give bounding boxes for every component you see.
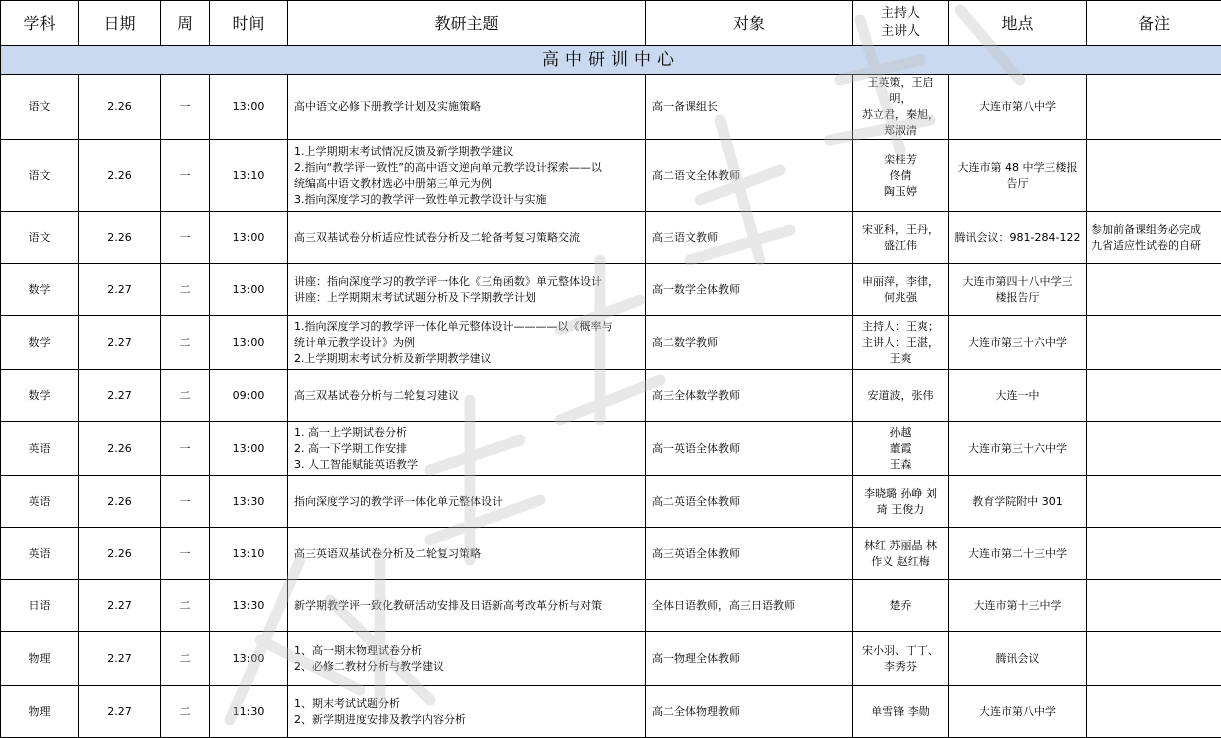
cell-host-line: 王爽 xyxy=(857,351,944,367)
cell-note xyxy=(1087,528,1221,580)
cell-weekday: 二 xyxy=(161,580,210,632)
cell-host xyxy=(853,140,949,212)
cell-host-line: 孙越 xyxy=(857,425,944,441)
cell-subject: 数学 xyxy=(1,370,79,422)
cell-subject: 数学 xyxy=(1,316,79,370)
cell-topic-line: 新学期教学评一致化教研活动安排及日语新高考改革分析与对策 xyxy=(294,598,641,614)
header-target: 对象 xyxy=(646,1,853,46)
cell-location xyxy=(949,632,1087,686)
cell-target: 高二英语全体教师 xyxy=(646,476,853,528)
cell-topic xyxy=(288,212,646,264)
cell-location xyxy=(949,528,1087,580)
cell-location xyxy=(949,212,1087,264)
cell-topic xyxy=(288,370,646,422)
cell-topic-line: 2、必修二教材分析与教学建议 xyxy=(294,659,641,675)
cell-weekday: 二 xyxy=(161,316,210,370)
cell-weekday: 二 xyxy=(161,264,210,316)
cell-date: 2.27 xyxy=(79,580,161,632)
cell-topic-line: 2、新学期进度安排及教学内容分析 xyxy=(294,712,641,728)
cell-subject: 物理 xyxy=(1,686,79,738)
table-row xyxy=(1,316,1221,370)
cell-host-line: 宋亚科，王丹， xyxy=(857,222,944,238)
cell-topic xyxy=(288,75,646,140)
cell-subject: 英语 xyxy=(1,422,79,476)
cell-host-line: 楚乔 xyxy=(857,598,944,614)
cell-host xyxy=(853,264,949,316)
cell-subject: 英语 xyxy=(1,476,79,528)
cell-topic-line: 讲座：上学期期末考试试题分析及下学期教学计划 xyxy=(294,290,641,306)
cell-location-line: 大连市第 48 中学三楼报 xyxy=(953,160,1082,176)
cell-time: 13:00 xyxy=(210,264,288,316)
table-row xyxy=(1,580,1221,632)
cell-time: 13:10 xyxy=(210,528,288,580)
cell-date: 2.27 xyxy=(79,316,161,370)
cell-time: 13:00 xyxy=(210,316,288,370)
cell-host-line: 主讲人：王湛， xyxy=(857,335,944,351)
cell-target: 高一备课组长 xyxy=(646,75,853,140)
cell-note xyxy=(1087,476,1221,528)
cell-location-line: 大连市第八中学 xyxy=(953,99,1082,115)
cell-topic-line: 2.指向“教学评一致性”的高中语文逆向单元教学设计探索——以 xyxy=(294,160,641,176)
header-location: 地点 xyxy=(949,1,1087,46)
cell-time: 13:00 xyxy=(210,212,288,264)
cell-note xyxy=(1087,686,1221,738)
cell-date: 2.27 xyxy=(79,370,161,422)
cell-target: 高二数学教师 xyxy=(646,316,853,370)
header-weekday: 周 xyxy=(161,1,210,46)
cell-time: 13:10 xyxy=(210,140,288,212)
cell-topic xyxy=(288,632,646,686)
cell-topic-line: 指向深度学习的教学评一体化单元整体设计 xyxy=(294,494,641,510)
cell-topic-line: 3. 人工智能赋能英语教学 xyxy=(294,457,641,473)
cell-topic-line: 统计单元教学设计》为例 xyxy=(294,335,641,351)
cell-location xyxy=(949,316,1087,370)
cell-host xyxy=(853,212,949,264)
cell-target: 高一英语全体教师 xyxy=(646,422,853,476)
cell-location-line: 大连市第八中学 xyxy=(953,704,1082,720)
cell-weekday: 一 xyxy=(161,476,210,528)
cell-host-line: 安道波，张伟 xyxy=(857,388,944,404)
cell-topic-line: 3.指向深度学习的教学评一致性单元教学设计与实施 xyxy=(294,192,641,208)
cell-subject: 物理 xyxy=(1,632,79,686)
cell-weekday: 二 xyxy=(161,370,210,422)
cell-note xyxy=(1087,140,1221,212)
cell-subject: 语文 xyxy=(1,212,79,264)
cell-subject: 英语 xyxy=(1,528,79,580)
cell-weekday: 一 xyxy=(161,212,210,264)
header-subject: 学科 xyxy=(1,1,79,46)
header-host-line: 主讲人 xyxy=(857,23,944,41)
table-row xyxy=(1,212,1221,264)
section-row xyxy=(1,46,1221,75)
cell-topic-line: 讲座：指向深度学习的教学评一体化《三角函数》单元整体设计 xyxy=(294,274,641,290)
cell-time: 09:00 xyxy=(210,370,288,422)
cell-host xyxy=(853,686,949,738)
cell-note xyxy=(1087,316,1221,370)
cell-location-line: 大连市第十三中学 xyxy=(953,598,1082,614)
cell-host-line: 单雪锋 李勋 xyxy=(857,704,944,720)
cell-target: 高三全体数学教师 xyxy=(646,370,853,422)
cell-host-line: 作义 赵红梅 xyxy=(857,554,944,570)
cell-location-line: 大连一中 xyxy=(953,388,1082,404)
cell-host-line: 李秀芬 xyxy=(857,659,944,675)
cell-topic-line: 1.指向深度学习的教学评一体化单元整体设计————以《概率与 xyxy=(294,319,641,335)
cell-note xyxy=(1087,370,1221,422)
table-row xyxy=(1,140,1221,212)
table-row xyxy=(1,264,1221,316)
cell-location-line: 教育学院附中 301 xyxy=(953,494,1082,510)
cell-host-line: 宋小羽、丁丁、 xyxy=(857,643,944,659)
cell-topic-line: 1.上学期期末考试情况反馈及新学期教学建议 xyxy=(294,144,641,160)
cell-location-line: 大连市第二十三中学 xyxy=(953,546,1082,562)
cell-location xyxy=(949,476,1087,528)
table-row xyxy=(1,528,1221,580)
table-row xyxy=(1,75,1221,140)
cell-location xyxy=(949,422,1087,476)
cell-date: 2.26 xyxy=(79,212,161,264)
cell-weekday: 一 xyxy=(161,422,210,476)
cell-topic xyxy=(288,140,646,212)
header-date: 日期 xyxy=(79,1,161,46)
cell-location-line: 腾讯会议：981-284-122 xyxy=(953,230,1082,246)
cell-topic xyxy=(288,264,646,316)
cell-subject: 数学 xyxy=(1,264,79,316)
cell-host-line: 佟倩 xyxy=(857,168,944,184)
cell-host xyxy=(853,476,949,528)
cell-date: 2.26 xyxy=(79,140,161,212)
cell-target: 高一物理全体教师 xyxy=(646,632,853,686)
cell-location-line: 楼报告厅 xyxy=(953,290,1082,306)
cell-note xyxy=(1087,264,1221,316)
table-row xyxy=(1,476,1221,528)
cell-time: 13:30 xyxy=(210,476,288,528)
cell-time: 13:00 xyxy=(210,422,288,476)
cell-target: 高二语文全体教师 xyxy=(646,140,853,212)
cell-location xyxy=(949,580,1087,632)
cell-date: 2.26 xyxy=(79,75,161,140)
cell-location xyxy=(949,75,1087,140)
cell-topic xyxy=(288,580,646,632)
cell-location xyxy=(949,686,1087,738)
cell-host-line: 王森 xyxy=(857,457,944,473)
cell-target: 高三英语全体教师 xyxy=(646,528,853,580)
cell-host-line: 林红 苏丽晶 林 xyxy=(857,538,944,554)
cell-host-line: 栾桂芳 xyxy=(857,152,944,168)
cell-host xyxy=(853,316,949,370)
cell-note-line: 九省适应性试卷的自研 xyxy=(1091,238,1217,254)
cell-time: 13:30 xyxy=(210,580,288,632)
cell-topic-line: 1、高一期末物理试卷分析 xyxy=(294,643,641,659)
cell-topic-line: 2. 高一下学期工作安排 xyxy=(294,441,641,457)
cell-host xyxy=(853,75,949,140)
cell-host-line: 李晓璐 孙峥 刘 xyxy=(857,486,944,502)
cell-topic xyxy=(288,476,646,528)
cell-topic-line: 高三双基试卷分析适应性试卷分析及二轮备考复习策略交流 xyxy=(294,230,641,246)
cell-location-line: 大连市第四十八中学三 xyxy=(953,274,1082,290)
cell-date: 2.27 xyxy=(79,686,161,738)
cell-location xyxy=(949,264,1087,316)
header-note: 备注 xyxy=(1087,1,1221,46)
cell-host-line: 申丽萍，李律， xyxy=(857,274,944,290)
cell-host-line: 何兆强 xyxy=(857,290,944,306)
cell-weekday: 一 xyxy=(161,75,210,140)
cell-note xyxy=(1087,75,1221,140)
cell-target: 高一数学全体教师 xyxy=(646,264,853,316)
cell-target: 高三语文教师 xyxy=(646,212,853,264)
cell-date: 2.27 xyxy=(79,632,161,686)
cell-topic-line: 高中语文必修下册教学计划及实施策略 xyxy=(294,99,641,115)
cell-topic-line: 1、期末考试试题分析 xyxy=(294,696,641,712)
cell-date: 2.26 xyxy=(79,528,161,580)
cell-topic-line: 统编高中语文教材选必中册第三单元为例 xyxy=(294,176,641,192)
cell-host xyxy=(853,370,949,422)
header-host-line: 主持人 xyxy=(857,5,944,23)
cell-host-line: 王英策，王启明， xyxy=(857,75,944,107)
cell-topic xyxy=(288,686,646,738)
header-time: 时间 xyxy=(210,1,288,46)
cell-location xyxy=(949,370,1087,422)
cell-date: 2.26 xyxy=(79,422,161,476)
cell-note-line: 参加前备课组务必完成 xyxy=(1091,222,1217,238)
section-title: 高中研训中心 xyxy=(1,46,1221,75)
cell-note xyxy=(1087,422,1221,476)
cell-time: 13:00 xyxy=(210,75,288,140)
cell-location-line: 腾讯会议 xyxy=(953,651,1082,667)
cell-host xyxy=(853,580,949,632)
table-row xyxy=(1,422,1221,476)
cell-time: 11:30 xyxy=(210,686,288,738)
header-host xyxy=(853,1,949,46)
cell-location-line: 大连市第三十六中学 xyxy=(953,441,1082,457)
cell-topic-line: 1. 高一上学期试卷分析 xyxy=(294,425,641,441)
cell-location-line: 告厅 xyxy=(953,176,1082,192)
cell-topic xyxy=(288,316,646,370)
table-row xyxy=(1,370,1221,422)
cell-host xyxy=(853,528,949,580)
cell-target: 全体日语教师，高三日语教师 xyxy=(646,580,853,632)
cell-weekday: 二 xyxy=(161,686,210,738)
cell-topic xyxy=(288,528,646,580)
cell-topic xyxy=(288,422,646,476)
cell-time: 13:00 xyxy=(210,632,288,686)
table-row xyxy=(1,686,1221,738)
cell-date: 2.26 xyxy=(79,476,161,528)
cell-host xyxy=(853,422,949,476)
cell-location-line: 大连市第三十六中学 xyxy=(953,335,1082,351)
cell-host-line: 盛江伟 xyxy=(857,238,944,254)
table-row xyxy=(1,632,1221,686)
cell-subject: 语文 xyxy=(1,140,79,212)
cell-date: 2.27 xyxy=(79,264,161,316)
cell-topic-line: 高三双基试卷分析与二轮复习建议 xyxy=(294,388,641,404)
cell-host-line: 陶玉婷 xyxy=(857,184,944,200)
cell-note xyxy=(1087,632,1221,686)
header-topic: 教研主题 xyxy=(288,1,646,46)
cell-host xyxy=(853,632,949,686)
cell-host-line: 董霞 xyxy=(857,441,944,457)
cell-host-line: 主持人：王爽； xyxy=(857,319,944,335)
cell-note xyxy=(1087,212,1221,264)
cell-subject: 日语 xyxy=(1,580,79,632)
header-row xyxy=(1,1,1221,46)
cell-location xyxy=(949,140,1087,212)
cell-weekday: 二 xyxy=(161,632,210,686)
cell-weekday: 一 xyxy=(161,140,210,212)
cell-subject: 语文 xyxy=(1,75,79,140)
cell-host-line: 苏立君，秦旭， xyxy=(857,107,944,123)
cell-topic-line: 2.上学期期末考试分析及新学期教学建议 xyxy=(294,351,641,367)
cell-note xyxy=(1087,580,1221,632)
cell-target: 高二全体物理教师 xyxy=(646,686,853,738)
cell-topic-line: 高三英语双基试卷分析及二轮复习策略 xyxy=(294,546,641,562)
cell-host-line: 郑淑清 xyxy=(857,123,944,139)
cell-host-line: 琦 王俊力 xyxy=(857,502,944,518)
cell-weekday: 一 xyxy=(161,528,210,580)
